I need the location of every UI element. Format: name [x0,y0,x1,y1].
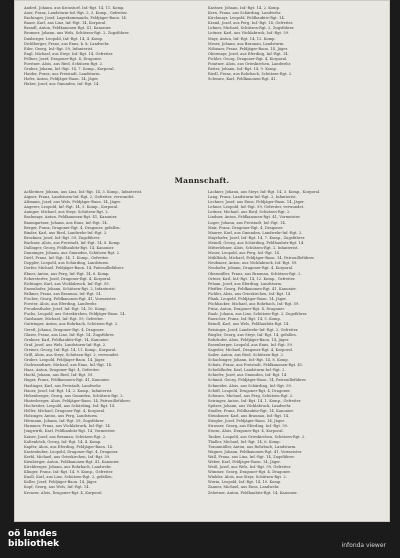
list-item: Gattringer, Anton, aus Rohrbach, Schützen-Rgt. 2. [24,322,119,327]
scrollbar[interactable] [391,0,397,522]
list-item: Enzenhofer, Johann, Schützen-Rgt. 2, Infanterist. [24,286,117,291]
list-item: Gruber, Johann, Inf.-Rgt. 14, 7. Komp., Korporal. [24,67,115,72]
list-item: Hinterberger, Alois, Feldjäger-Baon. 14, Patrouilleführer. [24,398,131,403]
list-item: Lindner, Anton, Feldkanonen-Rgt. 41, Vormeister. [208,215,301,220]
list-item: Dietl, Franz, Inf.-Rgt. 14, 1. Komp., Gefreiter. [24,256,109,261]
list-item: Schwarz, Karl, Feldkanonen-Rgt. 41. [208,77,277,82]
list-item: Falkner, Franz, aus Braunau, Inf.-Rgt. 14. [24,291,102,296]
list-item: Peham, Josef, aus Eferding, Landsturm. [208,281,283,286]
list-item: Lehner, Leopold, Inf.-Rgt. 59, Gefreiter, verwundet. [208,205,305,210]
list-item: Fischer, Georg, Feldkanonen-Rgt. 41, Vormeister. [24,296,117,301]
list-item: Pfeiffer, Georg, Feldkanonen-Rgt. 41, Kanonier. [208,286,297,291]
list-item: Klinger, Franz, Inf.-Rgt. 14, 9. Komp., Gefreiter. [24,470,114,475]
list-item: Kaltenböck, Georg, Inf.-Rgt. 14, 4. Komp. [24,439,102,444]
list-item: Grabner, Karl, Feldhaubitz-Rgt. 14, Kanonier. [24,337,109,342]
list-item: Stadler, Franz, Feldhaubitz-Rgt. 14, Kanonier. [208,409,294,414]
list-item: Zehetner, Anton, Feldhaubitz-Rgt. 14, Kanonier. [208,490,298,495]
list-item: Dicklberger, Franz, aus Enns, k. k. Landwehr. [24,41,110,46]
list-item: Zauner, Michael, aus Enns, Landwehr. [208,485,280,490]
list-item: Forster, Alois, aus Eferding, Landwehr. [24,302,98,307]
list-item: Hörmann, Johann, Inf.-Rgt. 59, Zugsführer. [24,419,105,424]
list-item: Lehner, Michael, Schützen-Rgt. 2, Zugsführer. [208,26,295,31]
list-item: Fellner, Josef, Dragoner-Rgt. 4, Dragoner. [24,56,102,61]
viewer-label: infonda viewer [341,542,386,549]
list-item: Bauer, Karl, aus Linz, Inf.-Rgt. 14, Korporal. [24,21,107,26]
list-item: Reiter, Johann, Inf.-Rgt. 14, 9. Komp. [208,67,278,72]
top-right-column [208,6,380,82]
list-item: Doppler, Leopold, aus Schärding, Landsturm. [24,261,110,266]
list-item: Brandl, Anton, Feldkanonen-Rgt. 41, Kanonier. [24,26,112,31]
list-item: Kastenhuber, Leopold, Dragoner-Rgt. 4, Dragoner. [24,449,119,454]
list-item: Kaiser, Josef, aus Braunau, Schützen-Rgt. 2. [24,434,107,439]
list-item: Mayr, Anton, Inf.-Rgt. 14, 12. Komp. [208,36,276,41]
list-item: Auer, Franz, Landsturm-Inf.-Rgt. 2, 3. Komp., Gefreiter. [24,11,128,16]
list-item: Danninger, Johann, aus Gmunden, Schützen-Rgt. 2. [24,251,121,256]
list-item: Höller, Michael, Dragoner-Rgt. 4, Korporal. [24,409,106,414]
list-item: Achleitner, Johann, aus Linz, Inf.-Rgt. 14, 3. Komp., Infanterist. [24,190,143,194]
list-item: Glaser, Franz, aus Linz, Inf.-Rgt. 14, Zugsführer. [24,332,115,337]
list-item: Eichinger, Karl, aus Vöcklabruck, Inf.-Rgt. 59. [24,281,110,286]
list-item: Hummer, Franz, aus Vöcklabruck, Inf.-Rgt. 14. [24,424,111,429]
list-item: Haas, Anton, Dragoner-Rgt. 4, Gefreiter. [24,368,100,373]
list-item: Gaisbauer, Michael, Inf.-Rgt. 59, Gefreiter. [24,317,104,322]
list-item: Sailer, Anton, aus Ried, Schützen-Rgt. 2. [208,353,285,357]
list-item: Luger, Johann, aus Freistadt, Inf.-Rgt. 14. [208,220,286,225]
list-item: Thaller, Michael, Inf.-Rgt. 14, 6. Komp. [208,439,281,444]
list-item: Fuchs, Leopold, aus Grieskirchen, Feldjäger-Baon. 14. [24,312,126,317]
list-item: Kirchmayr, Leopold, Feldhaubitz-Rgt. 14. [208,16,286,21]
list-item: Kern, Franz, aus Schärding, Landwehr. [208,11,282,16]
list-item: Tauber, Leopold, aus Grieskirchen, Schützen-Rgt. 2. [208,434,306,439]
list-item: Leitner, Michael, aus Ried, Schützen-Rgt. 2. [208,210,291,215]
list-item: Bruckner, Josef, Inf.-Rgt. 59, Zugsführer. [24,235,101,240]
logo-line-2: bibliothek [8,538,60,549]
list-item: Mair, Franz, Dragoner-Rgt. 4, Dragoner. [208,225,284,230]
list-item: Knoll, Karl, aus Linz, Schützen-Rgt. 2, gefallen. [24,475,113,480]
list-item: Raab, Johann, aus Linz, Schützen-Rgt. 2, Zugsführer. [208,312,308,317]
page-content [24,6,380,514]
list-item: Weiß, Josef, aus Wels, Inf.-Rgt. 59, Gefreiter. [208,465,292,470]
list-item: Kirchberger, Johann, aus Rohrbach, Landwehr. [24,465,112,470]
list-item: Kastner, Johann, Inf.-Rgt. 14, 2. Komp. [208,6,281,10]
list-item: Moser, Johann, aus Braunau, Landsturm. [208,41,285,46]
list-item: Binder, Karl, aus Ried, Landwehr-Inf.-Rgt. 2. [24,230,108,235]
list-item: Riedl, Franz, aus Rohrbach, Schützen-Rgt. 2. [208,72,293,77]
list-item: Pöchhacker, Michael, aus Rohrbach, Inf.-Rgt. 59. [208,302,300,307]
list-item: Weber, Karl, Feldjäger-Baon. 14, Jäger. [208,459,281,464]
list-item: Pichler, Alois, aus Grieskirchen, Inf.-Rgt. 14. [208,291,292,296]
list-item: Nöbauer, Franz, Feldjäger-Baon. 14, Jäger. [208,46,289,51]
list-item: Kreuzer, Alois, Dragoner-Rgt. 4, Korporal. [24,490,103,495]
list-item: Wagner, Johann, Feldkanonen-Rgt. 41, Vormeister. [208,449,303,454]
list-item: Buchner, Alois, aus Freistadt, Inf.-Rgt. 14, 8. Komp. [24,240,121,245]
list-item: Koller, Josef, Feldjäger-Baon. 14, Jäger. [24,480,98,485]
list-item: Scheiblhofer, Karl, Landsturm-Inf.-Rgt. 2. [208,368,286,373]
list-item: Mayrhofer, Josef, Inf.-Rgt. 14, 7. Komp., Zugsführer. [208,235,306,240]
list-item: Steinbauer, Karl, aus Braunau, Inf.-Rgt. 14. [208,414,290,419]
left-column [24,190,194,496]
list-item: Gschwandtner, Michael, aus Enns, Inf.-Rgt. 14. [24,363,113,368]
list-item: Sageder, Michael, Dragoner-Rgt. 4, Korporal. [208,347,294,352]
list-item: Ebner, Anton, aus Perg, Inf.-Rgt. 14, 6. Komp. [24,271,110,276]
scanned-page [14,0,390,522]
list-item: Leitner, Karl, aus Vöcklabruck, Inf.-Rgt. 59. [208,31,290,36]
list-item: Aigner, Franz, Landsturm-Inf.-Rgt. 2, Gefreiter, verwundet. [24,195,135,200]
list-item: Dallinger, Georg, Feldhaubitz-Rgt. 14, Kanonier. [24,246,115,251]
list-item: Plank, Leopold, Feldjäger-Baon. 14, Jäger. [208,296,287,301]
list-item: Wurm, Leopold, Inf.-Rgt. 14, 10. Komp. [208,480,282,485]
list-item: Kerbl, Michael, aus Grieskirchen, Inf.-Rgt. 59. [24,454,111,459]
list-item: Bachinger, Josef, Lagerkommando, Feldjäger-Baon. 14. [24,16,128,21]
list-item: Hochreiter, Leopold, aus Schärding, Inf.-Rgt. 14. [24,403,116,408]
list-item: Reindl, Karl, aus Wels, Feldhaubitz-Rgt. 14. [208,322,290,327]
list-item: Grill, Alois, aus Steyr, Schützen-Rgt. 2, verwundet. [24,353,120,357]
list-item: Schmid, Georg, Feldjäger-Baon. 14, Patrouilleführer. [208,378,307,383]
list-item: Engl, Michael, aus Steyr, Inf.-Rgt. 14, Gefreiter. [24,51,114,56]
list-item: Neuhofer, Johann, Dragoner-Rgt. 4, Korporal. [208,266,294,271]
list-item: Rauscher, Franz, Inf.-Rgt. 14, 5. Komp. [208,317,282,322]
list-item: Graf, Josef, aus Wels, Landsturm-Inf.-Rgt. 2. [24,342,107,347]
list-item: Baumgartner, Johann, aus Enns, Inf.-Rgt. 14. [24,220,108,225]
list-item: Wall, Franz, aus Linz, Inf.-Rgt. 14, Zugsführer. [208,454,295,459]
list-item: Traunmüller, Anton, aus Rohrbach, Landsturm. [208,444,297,449]
list-item: Obermüller, Franz, aus Braunau, Schützen-Rgt. 2. [208,271,302,276]
list-item: Brunner, Johann, aus Wels, Schützen-Rgt. 2, Zugsführer. [24,31,130,36]
list-item: Kopf, Georg, aus Wels, Inf.-Rgt. 14. [24,485,90,490]
list-item: Schöfl, Leopold, Dragoner-Rgt. 4, Dragoner. [208,388,291,393]
list-item: Jungwirth, Karl, Feldhaubitz-Rgt. 14, Vormeister. [24,429,116,434]
list-item: Schachinger, Johann, Inf.-Rgt. 14, 8. Komp. [208,358,289,363]
list-item: Bachmayr, Anton, Feldkanonen-Rgt. 41, Kanonier. [24,215,118,220]
list-item: Winkler, Alois, aus Steyr, Schützen-Rgt. 2. [208,475,287,480]
list-item: Kapfer, Alois, aus Eferding, Feldjäger-Baon. 14. [24,444,114,449]
library-logo[interactable] [8,530,59,549]
list-item: Pointner, Alois, aus Grieskirchen, Landwehr. [208,62,292,67]
list-item: Gerstl, Johann, Dragoner-Rgt. 4, Dragoner. [24,327,105,332]
list-item: Ortner, Karl, Inf.-Rgt. 14, 12. Komp., Gefreiter. [208,276,296,281]
list-item: Prinz, Anton, Dragoner-Rgt. 4, Dragoner. [208,307,285,312]
list-item: Rohrhofer, Alois, Feldjäger-Baon. 14, Jäger. [208,337,290,342]
top-left-column [24,6,194,88]
list-item: Freudenthaler, Josef, Inf.-Rgt. 14, 10. Komp. [24,307,107,312]
list-item: Daxberger, Leopold, Inf.-Rgt. 14, 4. Komp. [24,36,104,41]
section-heading: Mannschaft. [174,176,230,185]
list-item: Eder, Georg, Inf.-Rgt. 59, Infanterist. [24,46,94,51]
list-item: Holzinger, Anton, aus Perg, Landsturm. [24,414,98,419]
list-item: Kienberger, Anton, Feldkanonen-Rgt. 41, Kanonier. [24,459,120,464]
viewer-footer [0,530,400,558]
list-item: Schwarz, Michael, aus Perg, Schützen-Rgt. 2. [208,393,294,398]
list-item: Huber, Josef, aus Gmunden, Inf.-Rgt. 14. [24,82,100,87]
list-item: Seiringer, Anton, Inf.-Rgt. 14, 1. Komp., Gefreiter. [208,398,302,403]
list-item: Sturm, Alois, Dragoner-Rgt. 4, Korporal. [208,429,284,434]
list-item: Lang, Franz, Landsturm-Inf.-Rgt. 2, Infanterist. [208,195,297,200]
list-item: Hager, Franz, Feldkanonen-Rgt. 41, Kanonier. [24,378,110,383]
list-item: Angerer, Leopold, Inf.-Rgt. 14, 5. Komp., Korporal. [24,205,119,210]
list-item: Lackner, Johann, aus Steyr, Inf.-Rgt. 14, 3. Komp., Korporal. [208,190,321,194]
list-item: Meindl, Georg, aus Schärding, Feldhaubitz-Rgt. 14. [208,240,305,245]
list-item: Stiegler, Josef, Feldjäger-Baon. 14, Jäger. [208,419,285,424]
list-item: Schiefer, Josef, aus Gmunden, Inf.-Rgt. 14. [208,373,288,378]
list-item: Berger, Franz, Dragoner-Rgt. 4, Dragoner, gefallen. [24,225,121,230]
logo-line-1: oö landes [8,529,57,539]
list-item: Pichler, Georg, Dragoner-Rgt. 4, Korporal. [208,56,288,61]
list-item: Hackl, Johann, aus Ried, Inf.-Rgt. 59. [24,373,94,378]
list-item: Kraml, Josef, aus Perg, Inf.-Rgt. 14, Gefreiter. [208,21,294,26]
list-item: Lechner, Josef, aus Enns, Feldjäger-Baon. 14, Jäger. [208,200,305,205]
list-item: Auinger, Michael, aus Steyr, Schützen-Rgt. 2. [24,210,109,215]
list-item: Anderl, Johann, aus Kronstorf, Inf.-Rgt. 14, 11. Komp. [24,6,125,10]
list-item: Forstner, Alois, aus Ried, Schützen-Rgt. 2. [24,62,104,67]
list-item: Haider, Franz, aus Freistadt, Landsturm. [24,72,101,77]
list-item: Gruber, Leopold, Feldjäger-Baon. 14, Jäger. [24,358,106,363]
list-item: Schneider, Alois, aus Schärding, Inf.-Rgt. 59. [208,383,293,388]
list-item: Mühlböck, Michael, Feldjäger-Baon. 14, Patrouilleführer. [208,256,315,261]
list-item: Hauer, Josef, Inf.-Rgt. 14, 2. Komp., Infanterist. [24,388,113,393]
list-item: Strasser, Georg, aus Eferding, Inf.-Rgt. 59. [208,424,289,429]
list-item: Maurer, Karl, aus Gmunden, Landwehr-Inf.-Rgt. 2. [208,230,303,235]
list-item: Schatz, Franz, aus Freistadt, Feldkanonen-Rgt. 41. [208,363,304,368]
list-item: Riegler, Georg, aus Steyr, Inf.-Rgt. 14, gefallen. [208,332,297,337]
right-column [208,190,380,496]
list-item: Dorfer, Michael, Feldjäger-Baon. 14, Patrouilleführer. [24,266,125,271]
list-item: Wimmer, Georg, Dragoner-Rgt. 4, Dragoner. [208,470,291,475]
list-item: Greiner, Georg, Inf.-Rgt. 14, 11. Komp., Korporal. [24,347,117,352]
list-item: Haslinger, Karl, aus Freistadt, Landwehr. [24,383,102,388]
list-item: Obermayr, Josef, aus Eferding, Inf.-Rgt. 14. [208,51,289,56]
list-item: Altmann, Josef, aus Wels, Feldjäger-Baon. 14, Jäger. [24,200,121,205]
list-item: Neubauer, Anton, aus Vöcklabruck, Inf.-Rgt. 59. [208,261,298,266]
list-item: Eckerstorfer, Josef, Dragoner-Rgt. 4, Korporal. [24,276,112,281]
list-item: Reisinger, Josef, Landwehr-Inf.-Rgt. 2, Gefreiter. [208,327,299,332]
list-item: Hehenberger, Georg, aus Gmunden, Schützen-Rgt. 2. [24,393,124,398]
list-item: Spitzer, Johann, aus Vöcklabruck, Landwehr. [208,403,292,408]
list-item: Moser, Leopold, aus Perg, Inf.-Rgt. 14. [208,251,281,256]
list-item: Rosenberger, Leopold, aus Enns, Inf.-Rgt. 59. [208,342,294,347]
list-item: Hofer, Anton, Feldjäger-Baon. 14, Jäger. [24,77,99,82]
list-item: Mitterlehner, Alois, Schützen-Rgt. 2, Infanterist. [208,246,299,251]
